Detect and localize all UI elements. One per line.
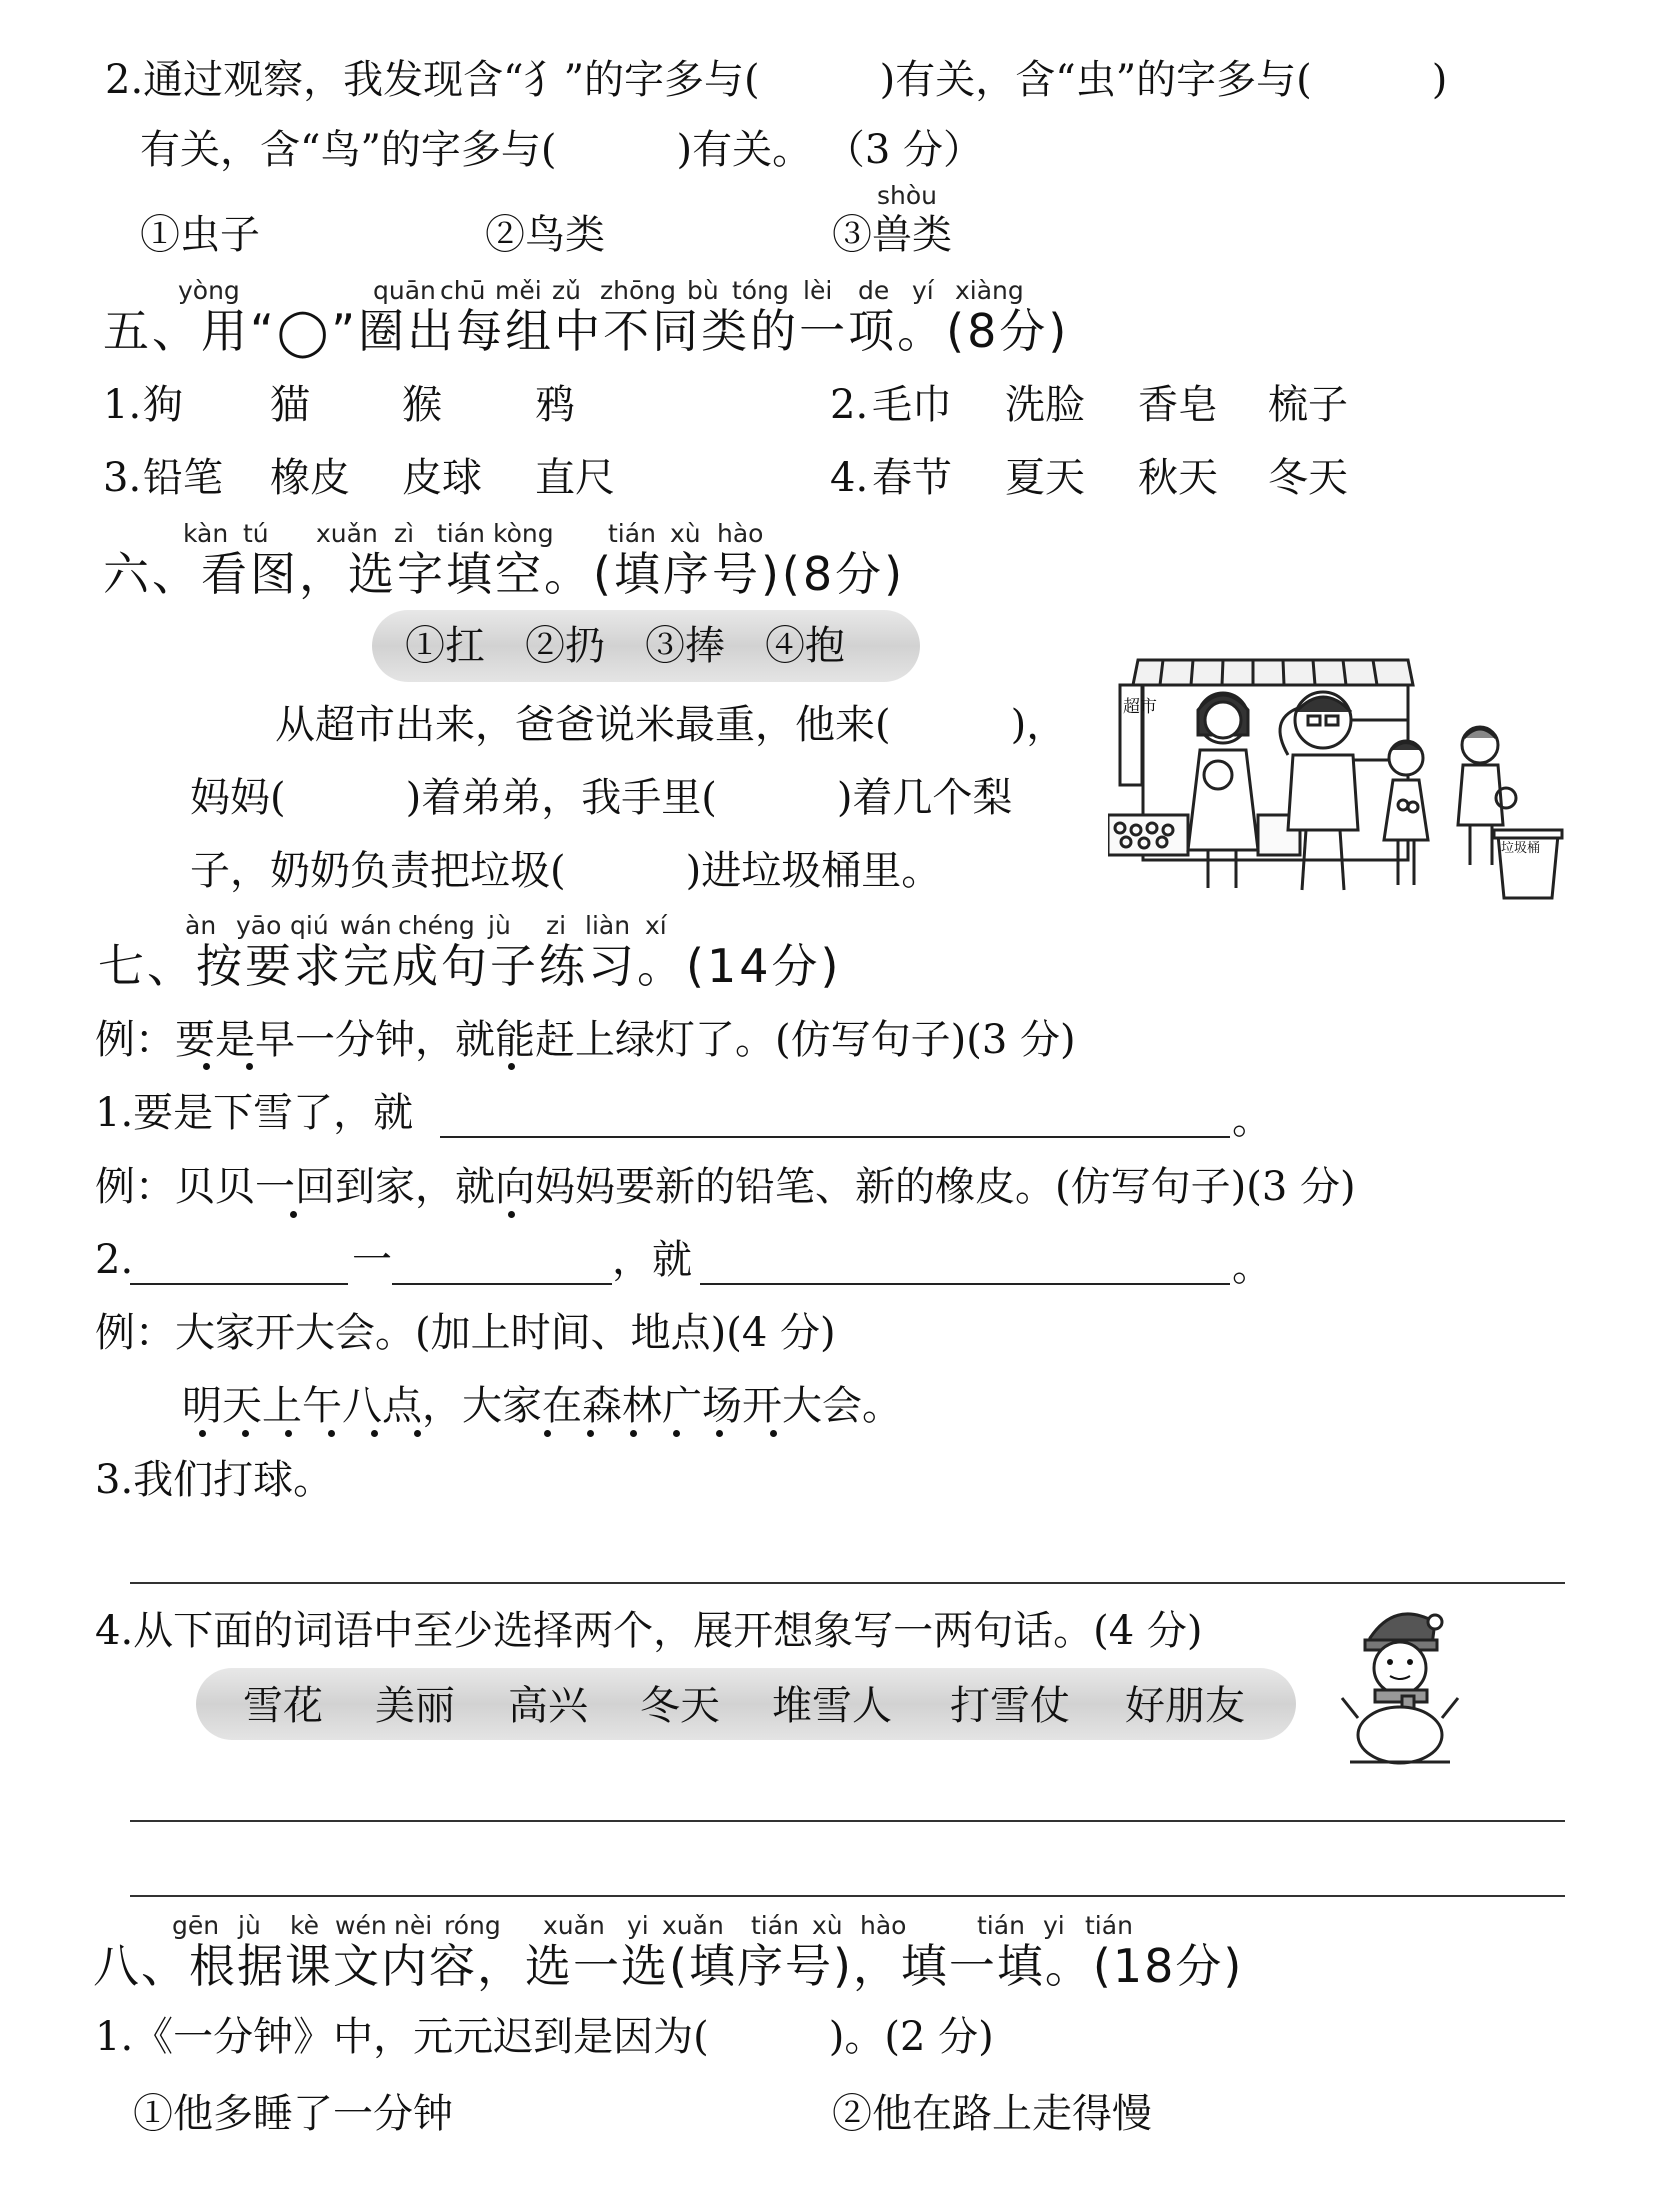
choices-text: ①扛 ②扔 ③捧 ④抱 (405, 623, 845, 669)
word[interactable]: 毛巾 (872, 382, 952, 428)
pinyin: xiàng (955, 276, 1024, 305)
pinyin: xuǎn (543, 1911, 605, 1940)
emphasis-dots-1 (0, 1063, 1653, 1071)
pinyin: gēn (172, 1911, 220, 1940)
question-2-line-1: 2.通过观察，我发现含“犭”的字多与( )有关，含“虫”的字多与( ) (105, 57, 1448, 103)
word-bank-item: 美丽 (375, 1683, 455, 1729)
pinyin: xù (812, 1911, 843, 1940)
option-pinyin: shòu (877, 181, 938, 210)
answer-line-3[interactable] (130, 1582, 1565, 1584)
answer-line-2b[interactable] (392, 1283, 612, 1285)
pinyin: tián (608, 519, 656, 548)
word[interactable]: 鸦 (535, 382, 575, 428)
question-2-yi: 一 (352, 1237, 392, 1283)
word-bank-item: 好朋友 (1125, 1683, 1245, 1729)
section-5-title: 五、用“◯”圈出每组中不同类的一项。(8分) (103, 304, 1070, 358)
pinyin: qiú (290, 911, 329, 940)
question-2-line-2: 有关，含“鸟”的字多与( )有关。 （3 分） (140, 127, 983, 173)
word[interactable]: 铅笔 (143, 455, 223, 501)
question-2-jiu: ，就 (612, 1237, 692, 1283)
group-number: 4. (830, 455, 869, 501)
section-6-title: 六、看图，选字填空。(填序号)(8分) (103, 547, 906, 601)
supermarket-illustration (1108, 640, 1568, 900)
passage-line-1: 从超市出来，爸爸说米最重，他来( )， (275, 702, 1067, 748)
word[interactable]: 夏天 (1005, 455, 1085, 501)
pinyin: tián (1085, 1911, 1133, 1940)
pinyin: zǔ (552, 276, 581, 305)
pinyin: wán (340, 911, 392, 940)
word-bank-item: 堆雪人 (772, 1683, 892, 1729)
pinyin: tú (243, 519, 269, 548)
pinyin: bù (687, 276, 719, 305)
pinyin: yòng (178, 276, 240, 305)
question-1-prefix: 1.要是下雪了，就 (95, 1090, 414, 1136)
answer-line-2a[interactable] (130, 1283, 348, 1285)
question-3: 3.我们打球。 (95, 1457, 334, 1503)
group-number: 2. (830, 382, 869, 428)
period: 。 (1232, 1097, 1272, 1143)
example-2: 例：贝贝一回到家，就向妈妈要新的铅笔、新的橡皮。(仿写句子)(3 分) (95, 1164, 1356, 1210)
pinyin: chéng (398, 911, 475, 940)
pinyin: xuǎn (316, 519, 378, 548)
word[interactable]: 直尺 (535, 455, 615, 501)
answer-line-4b[interactable] (130, 1895, 1565, 1897)
question-2-number: 2. (95, 1237, 134, 1283)
question-4: 4.从下面的词语中至少选择两个，展开想象写一两句话。(4 分) (95, 1608, 1203, 1654)
pinyin: chū (440, 276, 486, 305)
word-bank-item: 打雪仗 (950, 1683, 1070, 1729)
word[interactable]: 冬天 (1268, 455, 1348, 501)
word[interactable]: 春节 (872, 455, 952, 501)
pinyin: nèi (394, 1911, 433, 1940)
section-7-title: 七、按要求完成句子练习。(14分) (98, 939, 842, 993)
section-8-question-1: 1.《一分钟》中，元元迟到是因为( )。(2 分) (95, 2014, 994, 2060)
pinyin: zì (394, 519, 415, 548)
pinyin: jù (238, 1911, 261, 1940)
group-number: 1. (103, 382, 142, 428)
word[interactable]: 梳子 (1268, 382, 1348, 428)
word-bank-item: 冬天 (640, 1683, 720, 1729)
pinyin: tián (751, 1911, 799, 1940)
passage-line-2: 妈妈( )着弟弟，我手里( )着几个梨 (190, 775, 1013, 821)
pinyin: xù (670, 519, 701, 548)
word[interactable]: 猫 (270, 382, 310, 428)
pinyin: quān (373, 276, 436, 305)
word[interactable]: 洗脸 (1005, 382, 1085, 428)
section-8-option-2: ②他在路上走得慢 (832, 2091, 1152, 2137)
pinyin: kòng (493, 519, 554, 548)
period: 。 (1232, 1244, 1272, 1290)
pinyin: liàn (585, 911, 631, 940)
word-bank-item: 雪花 (243, 1683, 323, 1729)
word[interactable]: 秋天 (1138, 455, 1218, 501)
pinyin: wén (335, 1911, 387, 1940)
word-bank-item: 高兴 (508, 1683, 588, 1729)
pinyin: yi (627, 1911, 649, 1940)
pinyin: yi (1043, 1911, 1065, 1940)
pinyin: zi (546, 911, 567, 940)
word[interactable]: 香皂 (1138, 382, 1218, 428)
pinyin: róng (444, 1911, 501, 1940)
group-number: 3. (103, 455, 142, 501)
word[interactable]: 皮球 (402, 455, 482, 501)
shop-sign: 超市 (1123, 697, 1157, 717)
emphasis-dots-2 (0, 1211, 1653, 1219)
pinyin: tóng (732, 276, 789, 305)
pinyin: tián (437, 519, 485, 548)
pinyin: hào (717, 519, 764, 548)
pinyin: kàn (183, 519, 229, 548)
passage-line-3: 子，奶奶负责把垃圾( )进垃圾桶里。 (190, 848, 942, 894)
section-8-title: 八、根据课文内容，选一选(填序号)，填一填。(18分) (93, 1939, 1244, 1993)
pinyin: yāo (236, 911, 282, 940)
option-birds: ②鸟类 (485, 212, 605, 258)
pinyin: jù (488, 911, 511, 940)
pinyin: xí (645, 911, 667, 940)
option-beasts: ③兽类 (832, 212, 952, 258)
word[interactable]: 猴 (402, 382, 442, 428)
pinyin: kè (290, 1911, 319, 1940)
snowman-illustration (1340, 1600, 1460, 1765)
pinyin: hào (860, 1911, 907, 1940)
bin-label: 垃圾桶 (1501, 841, 1541, 856)
pinyin: yí (912, 276, 934, 305)
example-3: 例：大家开大会。(加上时间、地点)(4 分) (95, 1310, 836, 1356)
pinyin: měi (495, 276, 542, 305)
answer-line-2c[interactable] (700, 1283, 1230, 1285)
word[interactable]: 狗 (143, 382, 183, 428)
emphasis-dots-3 (0, 1430, 1653, 1438)
section-8-option-1: ①他多睡了一分钟 (133, 2091, 453, 2137)
pinyin: de (858, 276, 890, 305)
pinyin: lèi (803, 276, 833, 305)
pinyin: àn (185, 911, 217, 940)
example-1: 例：要是早一分钟，就能赶上绿灯了。(仿写句子)(3 分) (95, 1017, 1076, 1063)
pinyin: zhōng (600, 276, 676, 305)
word[interactable]: 橡皮 (270, 455, 350, 501)
option-insects: ①虫子 (140, 212, 260, 258)
pinyin: tián (977, 1911, 1025, 1940)
example-3-answer: 明天上午八点，大家在森林广场开大会。 (182, 1383, 902, 1429)
answer-line-4a[interactable] (130, 1820, 1565, 1822)
answer-line-1[interactable] (440, 1136, 1230, 1138)
pinyin: xuǎn (662, 1911, 724, 1940)
